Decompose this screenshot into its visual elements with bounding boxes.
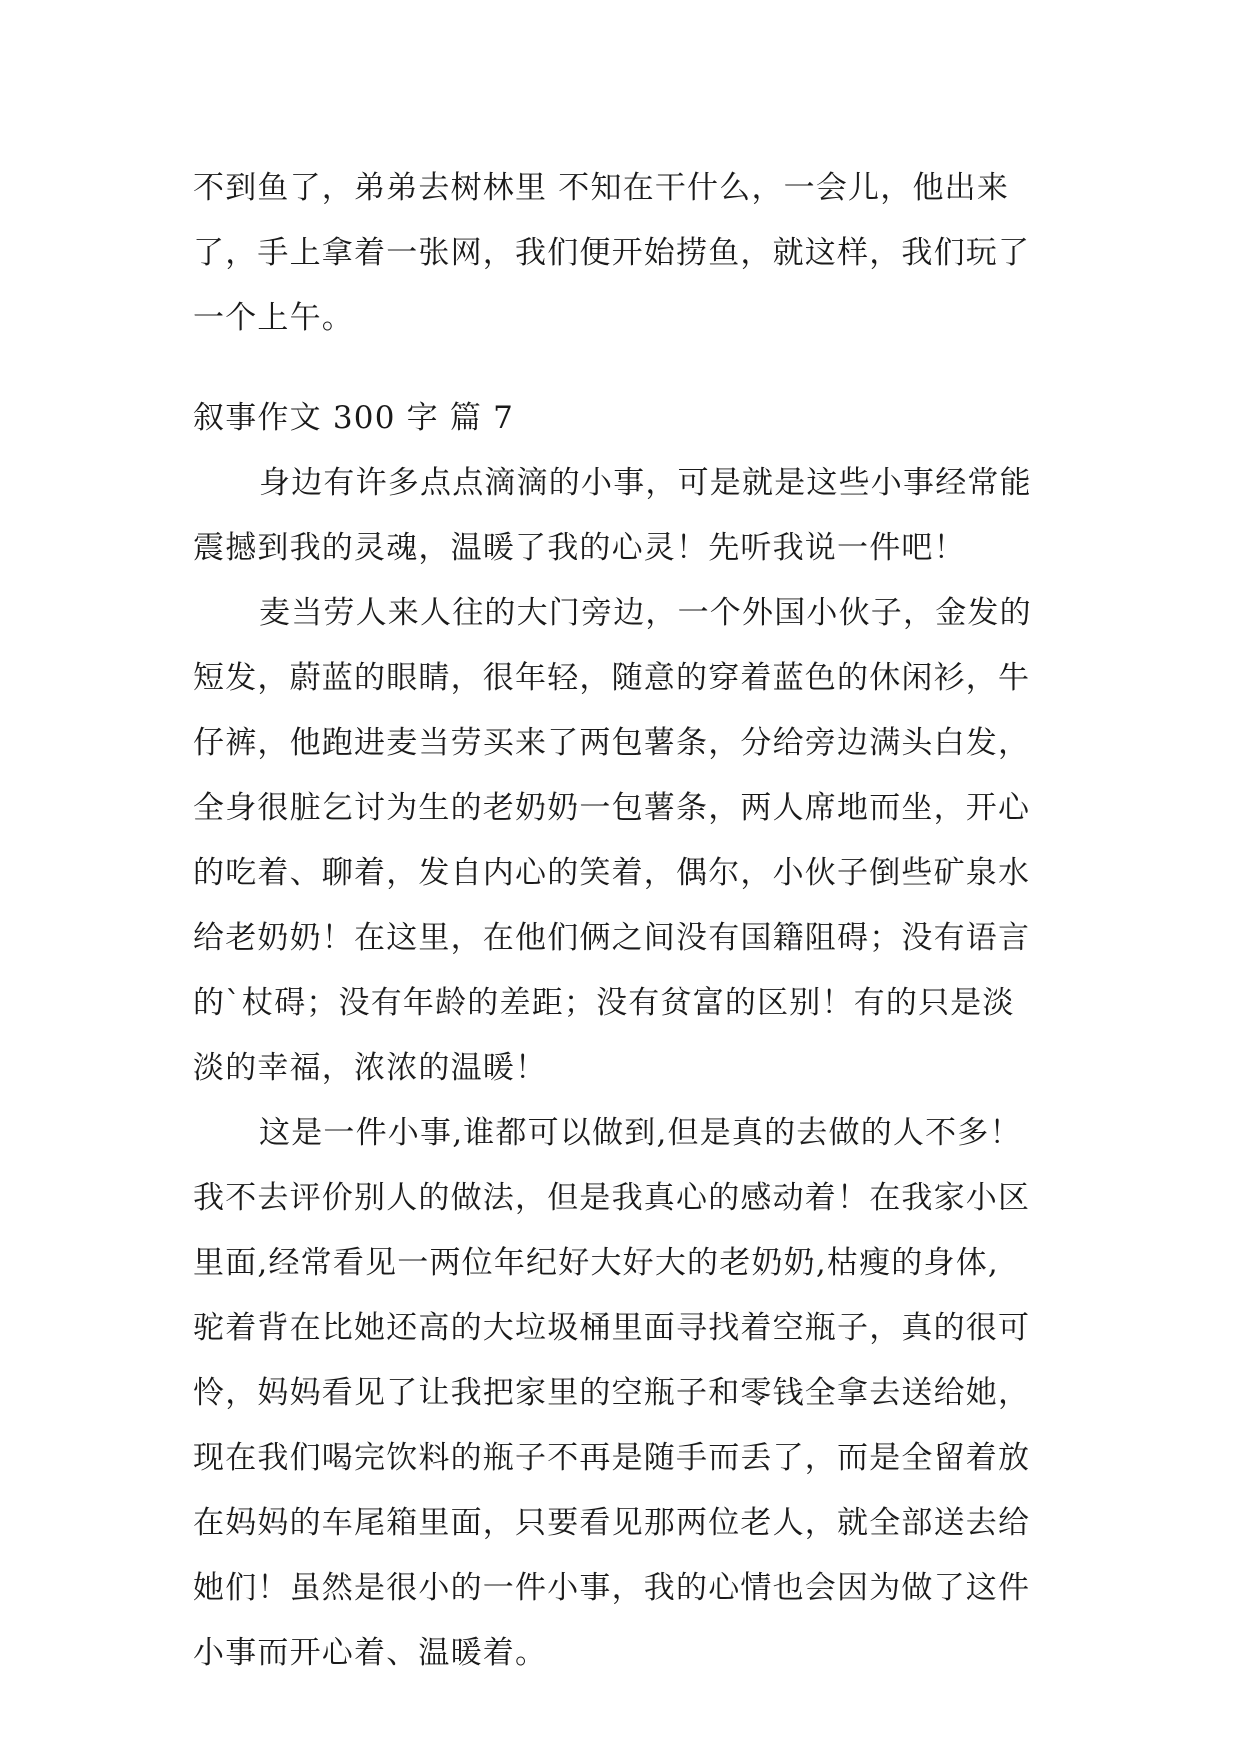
- text-line: 现在我们喝完饮料的瓶子不再是随手而丢了，而是全留着放: [193, 1440, 1031, 1476]
- paragraph-1: [193, 451, 1053, 581]
- text-line: 小事而开心着、温暖着。: [193, 1635, 548, 1671]
- text-line: 的`杖碍；没有年龄的差距；没有贫富的区别！有的只是淡: [193, 985, 1015, 1021]
- essay-heading: 叙事作文 300 字 篇 7: [193, 400, 515, 436]
- text-line: 她们！虽然是很小的一件小事，我的心情也会因为做了这件: [193, 1570, 1031, 1606]
- text-line: 麦当劳人来人往的大门旁边，一个外国小伙子，金发的: [259, 595, 1032, 631]
- text-line: 一个上午。: [193, 300, 354, 336]
- text-line: 给老奶奶！在这里，在他们俩之间没有国籍阻碍；没有语言: [193, 920, 1031, 956]
- essay-section: [193, 386, 1053, 1686]
- text-line: 怜，妈妈看见了让我把家里的空瓶子和零钱全拿去送给她，: [193, 1375, 1031, 1411]
- text-line: 这是一件小事,谁都可以做到,但是真的去做的人不多！: [259, 1115, 1022, 1151]
- previous-essay-ending: [193, 156, 1053, 351]
- text-line: 仔裤，他跑进麦当劳买来了两包薯条，分给旁边满头白发，: [193, 725, 1031, 761]
- paragraph-3: [193, 1101, 1053, 1686]
- text-line: 我不去评价别人的做法，但是我真心的感动着！在我家小区: [193, 1180, 1031, 1216]
- text-line: 里面,经常看见一两位年纪好大好大的老奶奶,枯瘦的身体,: [193, 1245, 999, 1281]
- text-line: 全身很脏乞讨为生的老奶奶一包薯条，两人席地而坐，开心: [193, 790, 1031, 826]
- text-line: 了，手上拿着一张网，我们便开始捞鱼，就这样，我们玩了: [193, 235, 1031, 271]
- text-line: 的吃着、聊着，发自内心的笑着，偶尔，小伙子倒些矿泉水: [193, 855, 1031, 891]
- text-line: 短发，蔚蓝的眼睛，很年轻，随意的穿着蓝色的休闲衫，牛: [193, 660, 1031, 696]
- text-line: 震撼到我的灵魂，温暖了我的心灵！先听我说一件吧！: [193, 530, 966, 566]
- paragraph-2: [193, 581, 1053, 1101]
- text-line: 驼着背在比她还高的大垃圾桶里面寻找着空瓶子，真的很可: [193, 1310, 1031, 1346]
- text-line: 在妈妈的车尾箱里面，只要看见那两位老人，就全部送去给: [193, 1505, 1031, 1541]
- text-line: 不到鱼了，弟弟去树林里 不知在干什么，一会儿，他出来: [193, 170, 1010, 206]
- text-line: 淡的幸福，浓浓的温暖！: [193, 1050, 548, 1086]
- text-line: 身边有许多点点滴滴的小事，可是就是这些小事经常能: [259, 465, 1032, 501]
